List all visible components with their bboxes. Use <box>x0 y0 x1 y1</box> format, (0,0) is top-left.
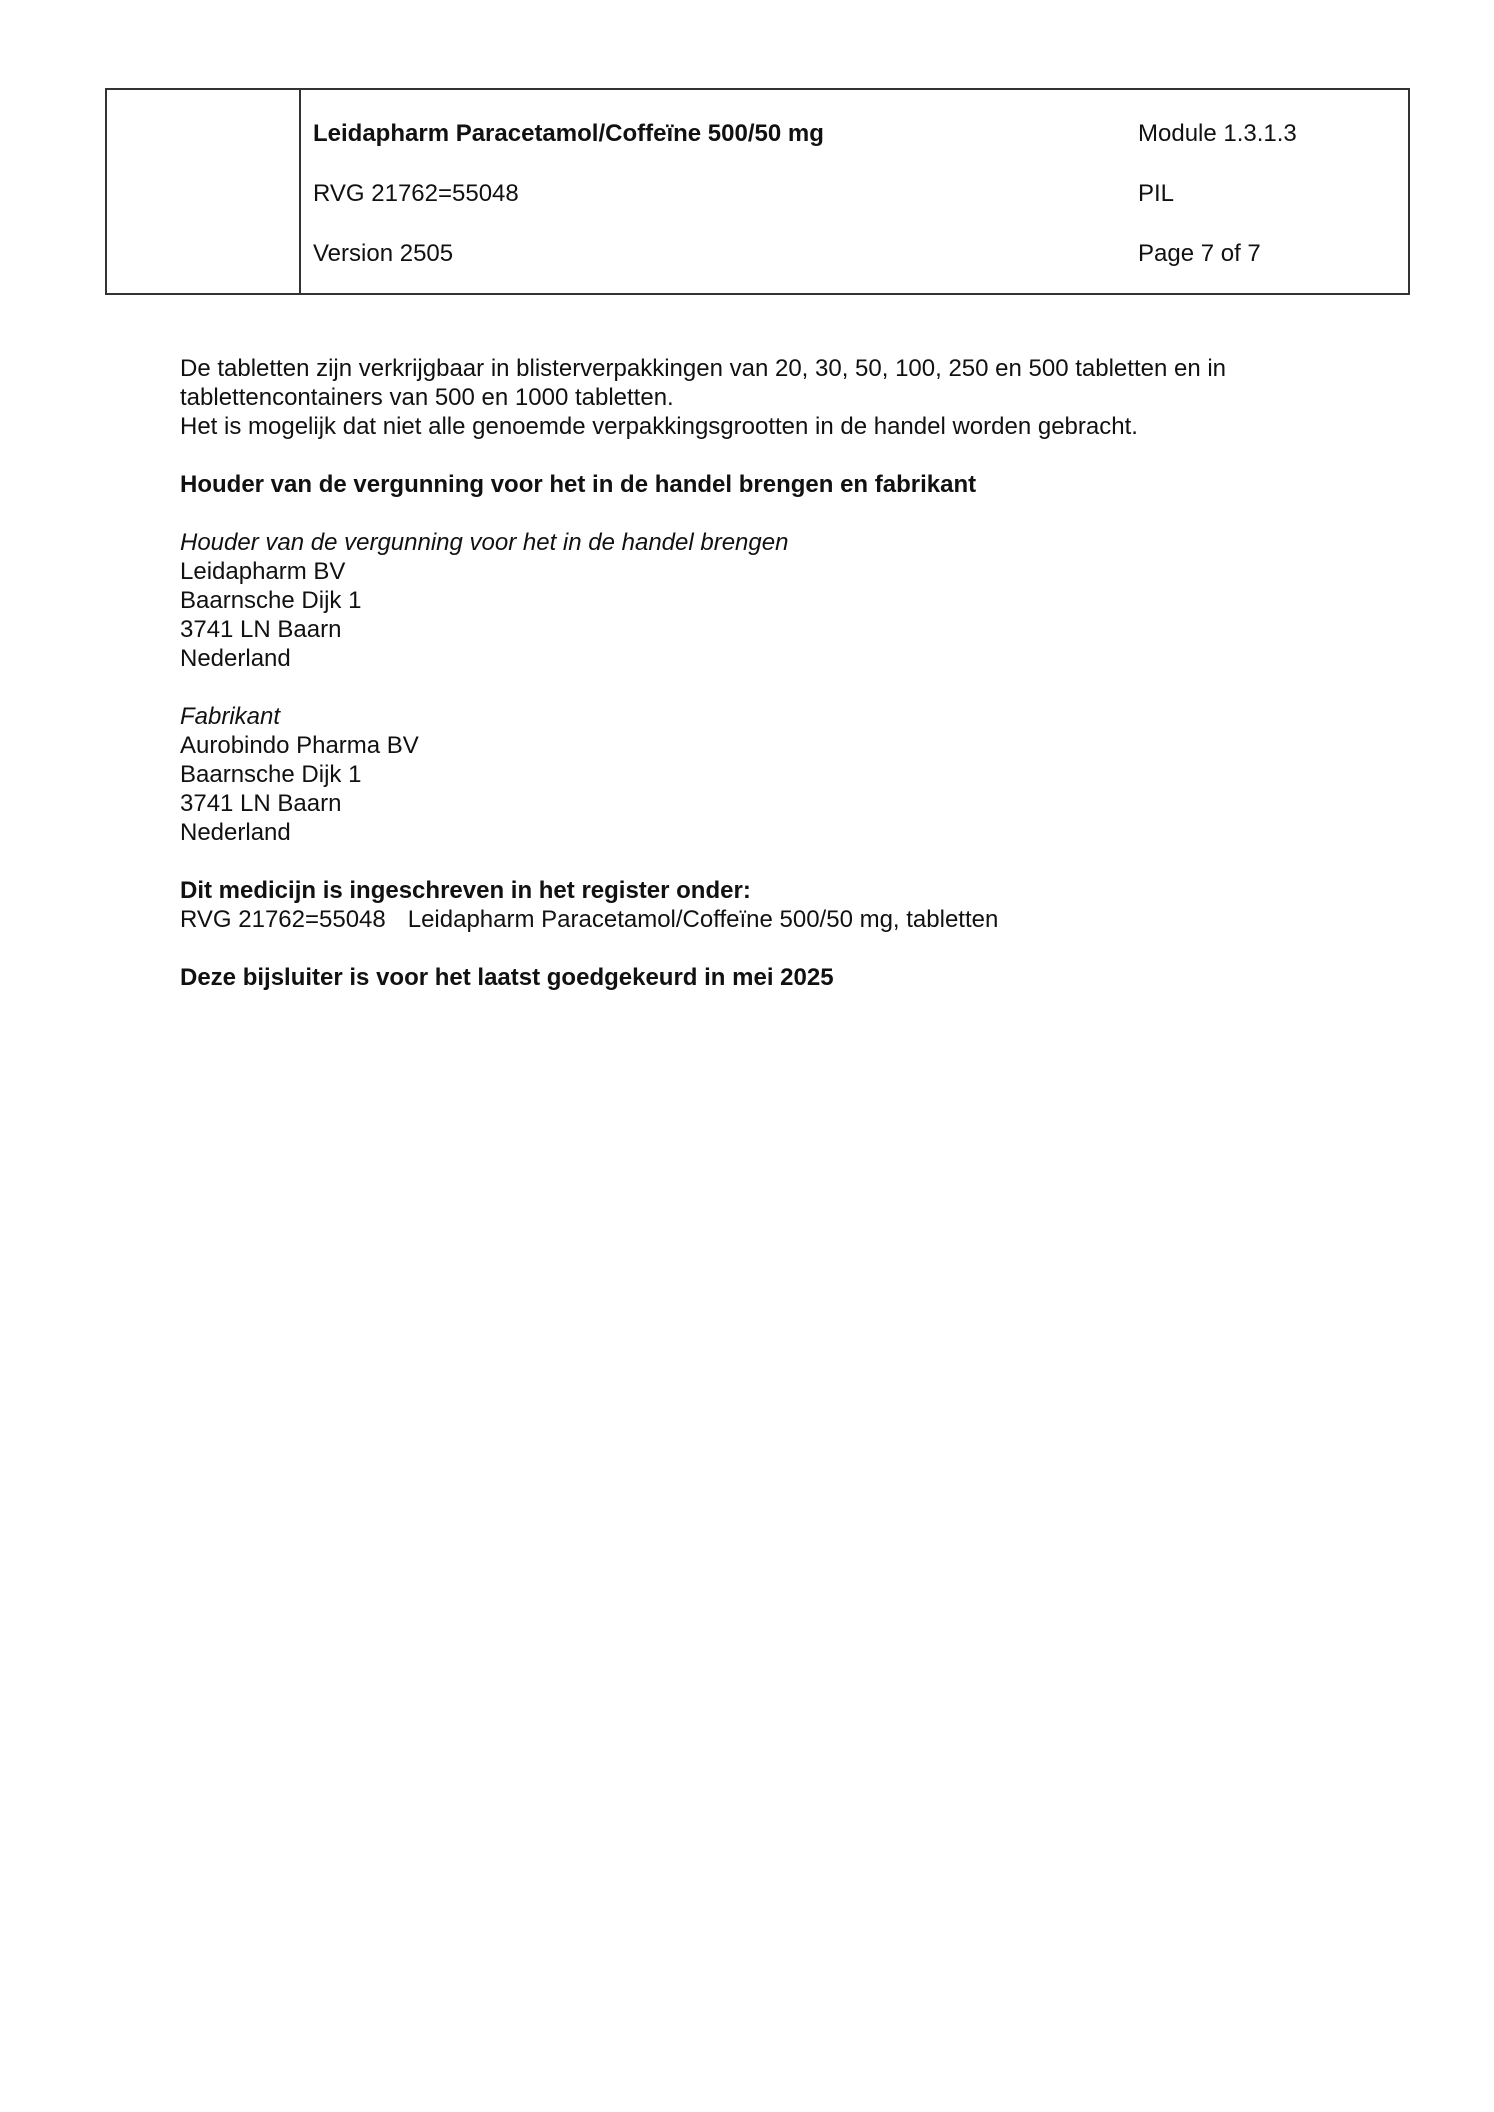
manufacturer-country: Nederland <box>180 819 291 846</box>
manufacturer-city: 3741 LN Baarn <box>180 790 342 817</box>
rvg-number: RVG 21762=55048 <box>313 180 519 207</box>
module-label: Module 1.3.1.3 <box>1138 120 1297 147</box>
register-entry <box>180 905 1330 934</box>
manufacturer-label: Fabrikant <box>180 703 281 730</box>
register-rvg-number: RVG 21762=55048 <box>180 906 386 933</box>
product-title: Leidapharm Paracetamol/Coffeïne 500/50 mg <box>313 120 824 147</box>
version-label: Version 2505 <box>313 240 454 267</box>
manufacturer-name: Aurobindo Pharma BV <box>180 732 419 759</box>
holder-street: Baarnsche Dijk 1 <box>180 587 362 614</box>
holder-name: Leidapharm BV <box>180 558 346 585</box>
register-heading: Dit medicijn is ingeschreven in het register onder: <box>180 877 751 904</box>
register-product: Leidapharm Paracetamol/Coffeïne 500/50 mg, tabletten <box>407 906 999 933</box>
holder-city: 3741 LN Baarn <box>180 616 342 643</box>
document-body <box>180 354 1330 992</box>
availability-line-2: tablettencontainers van 500 en 1000 tabletten. <box>180 384 674 411</box>
manufacturer-street: Baarnsche Dijk 1 <box>180 761 362 788</box>
header-meta-cell <box>1128 90 1408 293</box>
availability-line-3: Het is mogelijk dat niet alle genoemde verpakkingsgrootten in de handel worden gebracht. <box>180 413 1138 440</box>
holder-country: Nederland <box>180 645 291 672</box>
header-product-cell <box>301 90 1128 293</box>
document-header <box>105 88 1410 295</box>
availability-line-1: De tabletten zijn verkrijgbaar in blisterverpakkingen van 20, 30, 50, 100, 250 en 500 tabletten en in <box>180 355 1227 382</box>
header-logo-cell <box>107 90 301 293</box>
holder-label: Houder van de vergunning voor het in de handel brengen <box>180 529 789 556</box>
holder-section-heading: Houder van de vergunning voor het in de handel brengen en fabrikant <box>180 471 977 498</box>
page-number: Page 7 of 7 <box>1138 240 1261 267</box>
doc-type-label: PIL <box>1138 180 1175 207</box>
approval-statement: Deze bijsluiter is voor het laatst goedgekeurd in mei 2025 <box>180 964 834 991</box>
